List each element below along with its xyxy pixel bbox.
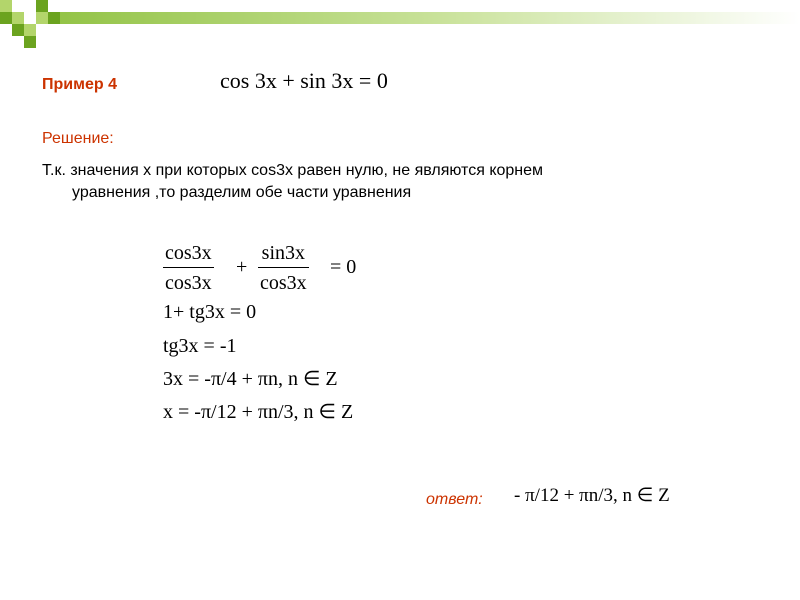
step-tg-sum: 1+ tg3x = 0: [163, 301, 257, 323]
deco-square: [12, 12, 24, 24]
deco-square: [36, 0, 48, 12]
fraction-denominator: cos3x: [165, 272, 212, 294]
deco-square: [24, 24, 36, 36]
deco-square: [48, 0, 60, 12]
fraction-bar: [258, 267, 309, 268]
fraction-numerator: sin3x: [261, 242, 305, 264]
deco-square: [36, 24, 48, 36]
fraction-cos-over-cos: [163, 243, 214, 293]
solution-paragraph: [42, 160, 762, 204]
solution-line-2: уравнения ,то разделим обе части уравнения: [72, 184, 412, 201]
step-tg-value: tg3x = -1: [163, 335, 237, 357]
step-3x-solution: 3x = -π/4 + πn, n ∈ Z: [163, 368, 338, 390]
deco-square: [24, 36, 36, 48]
solution-heading: Решение:: [42, 130, 114, 147]
fraction-bar: [163, 267, 214, 268]
answer-value: - π/12 + πn/3, n ∈ Z: [514, 485, 670, 506]
fraction-numerator: cos3x: [165, 242, 212, 264]
fraction-sin-over-cos: [258, 243, 309, 293]
fraction-denominator: cos3x: [260, 272, 307, 294]
answer-label: ответ:: [426, 491, 483, 508]
deco-square: [12, 24, 24, 36]
deco-square: [24, 0, 36, 12]
deco-square: [0, 0, 12, 12]
step-x-solution: x = -π/12 + πn/3, n ∈ Z: [163, 401, 354, 423]
deco-square: [0, 24, 12, 36]
deco-square: [36, 12, 48, 24]
equals-zero: = 0: [330, 256, 357, 278]
example-equation: cos 3x + sin 3x = 0: [220, 68, 388, 93]
deco-square: [0, 12, 12, 24]
deco-square: [48, 12, 60, 24]
solution-line-1: Т.к. значения х при которых cos3x равен нулю, не являются корнем: [42, 162, 544, 179]
header-gradient-bar: [0, 12, 800, 24]
deco-square: [12, 36, 24, 48]
header-decoration: [0, 0, 800, 60]
deco-square: [24, 12, 36, 24]
example-title: Пример 4: [42, 76, 117, 93]
plus-sign: +: [236, 256, 248, 278]
deco-square: [12, 0, 24, 12]
